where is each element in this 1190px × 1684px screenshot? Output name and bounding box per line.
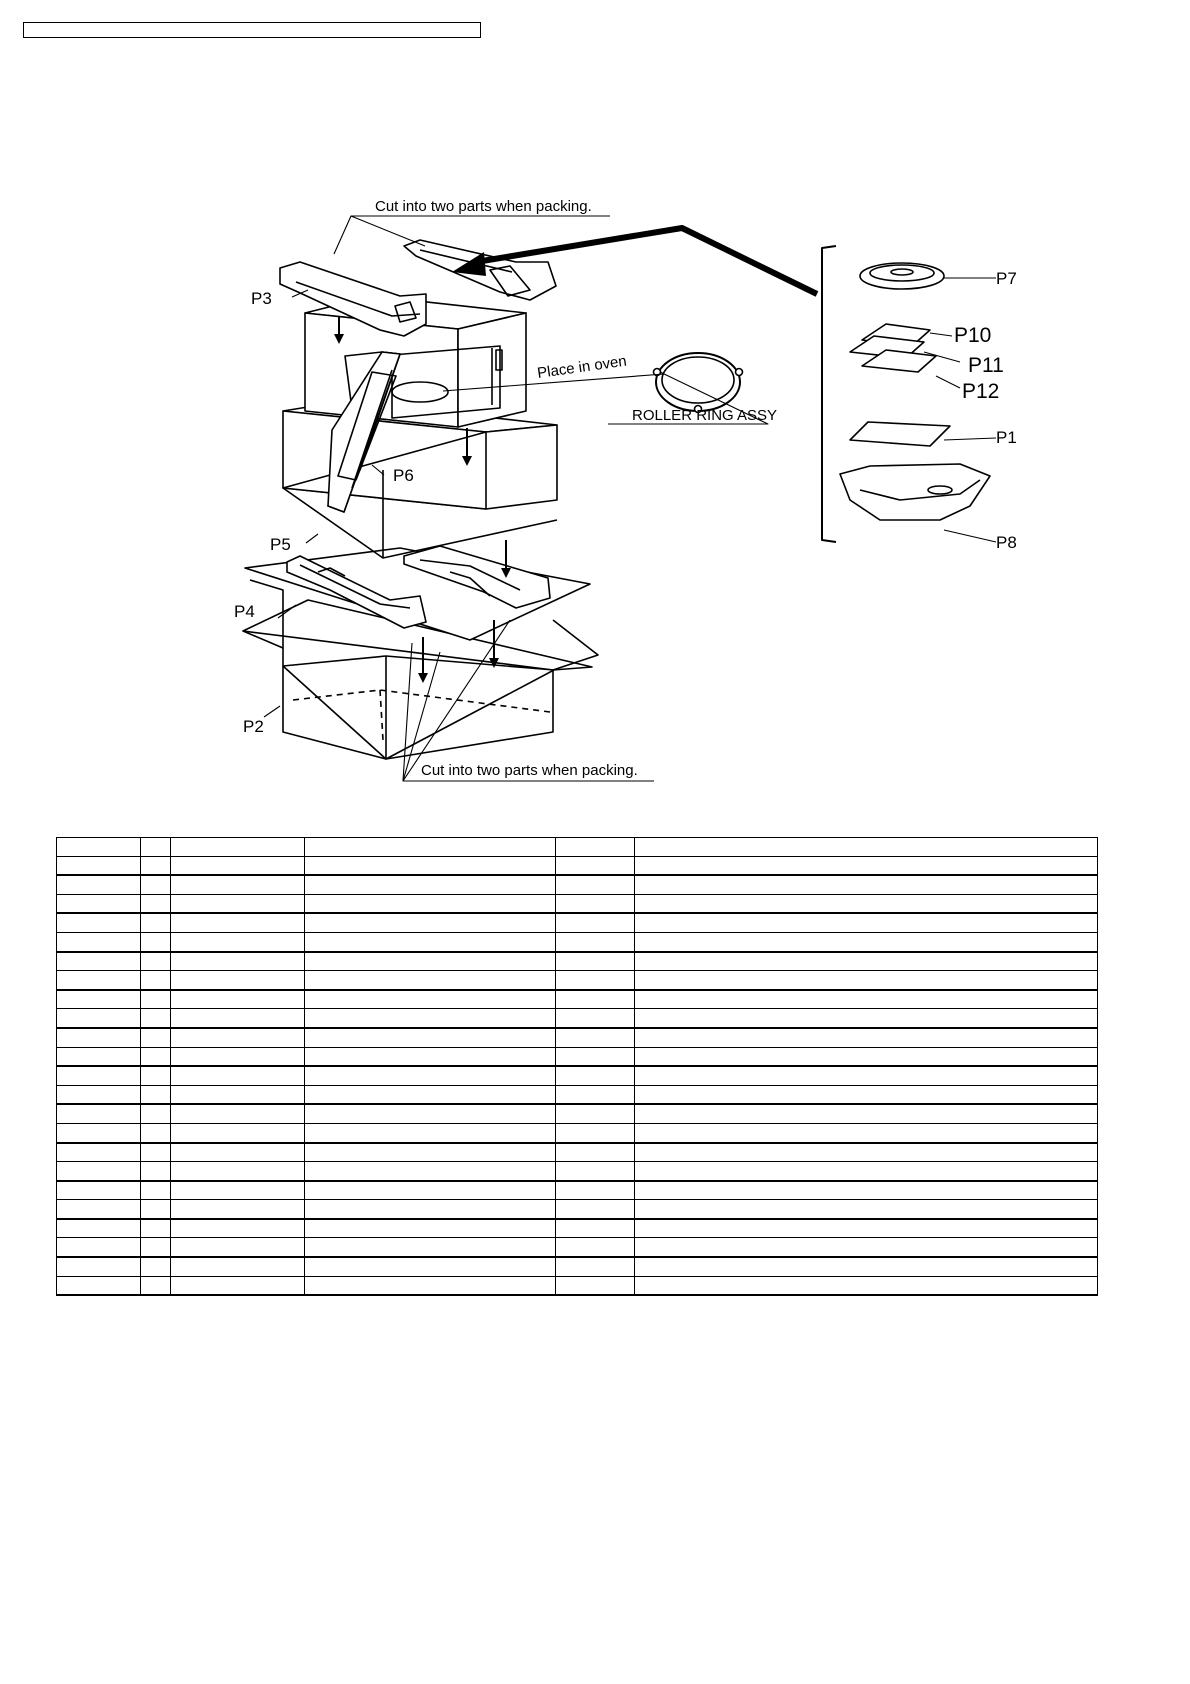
table-cell (305, 1276, 556, 1295)
table-cell (141, 990, 171, 1009)
table-cell (305, 913, 556, 932)
table-cell (635, 913, 1098, 932)
table-cell (305, 1181, 556, 1200)
table-cell (556, 1085, 635, 1104)
table-cell (141, 1219, 171, 1238)
callout-top: Cut into two parts when packing. (375, 198, 592, 215)
table-cell (556, 1257, 635, 1276)
table-cell (141, 1276, 171, 1295)
table-row (57, 1009, 1098, 1028)
table-cell (141, 952, 171, 971)
table-cell (57, 838, 141, 857)
table-cell (141, 1238, 171, 1257)
table-row (57, 1162, 1098, 1181)
table-cell (57, 971, 141, 990)
table-cell (635, 932, 1098, 951)
table-cell (171, 1200, 305, 1219)
table-row (57, 1028, 1098, 1047)
table-cell (141, 1162, 171, 1181)
table-cell (556, 952, 635, 971)
label-p11: P11 (968, 354, 1004, 377)
table-cell (635, 838, 1098, 857)
table-cell (57, 1219, 141, 1238)
table-cell (171, 838, 305, 857)
table-cell (171, 1219, 305, 1238)
table-row (57, 1104, 1098, 1123)
table-cell (305, 1162, 556, 1181)
table-cell (635, 1066, 1098, 1085)
table-cell (57, 1066, 141, 1085)
table-cell (171, 856, 305, 875)
table-cell (305, 875, 556, 894)
table-cell (57, 932, 141, 951)
table-cell (556, 1238, 635, 1257)
table-row (57, 1085, 1098, 1104)
callout-bottom: Cut into two parts when packing. (421, 762, 638, 779)
label-p1: P1 (996, 428, 1017, 447)
table-cell (556, 875, 635, 894)
table-cell (556, 1123, 635, 1142)
table-row (57, 1066, 1098, 1085)
table-cell (305, 1200, 556, 1219)
place-in-oven-label: Place in oven (536, 352, 628, 382)
label-p6: P6 (393, 466, 414, 485)
table-cell (305, 1104, 556, 1123)
table-cell (141, 913, 171, 932)
label-p4: P4 (234, 602, 255, 621)
table-cell (635, 1085, 1098, 1104)
label-p12: P12 (962, 380, 1000, 403)
table-cell (556, 856, 635, 875)
table-cell (556, 894, 635, 913)
manual-p1 (850, 422, 950, 446)
table-cell (171, 1238, 305, 1257)
label-p2: P2 (243, 717, 264, 736)
table-cell (171, 1276, 305, 1295)
turntable-p7 (860, 263, 944, 289)
table-cell (141, 1085, 171, 1104)
table-cell (171, 990, 305, 1009)
table-cell (57, 1143, 141, 1162)
table-cell (305, 1143, 556, 1162)
table-cell (305, 1219, 556, 1238)
table-cell (171, 1104, 305, 1123)
table-cell (635, 1276, 1098, 1295)
table-cell (171, 971, 305, 990)
table-cell (635, 1238, 1098, 1257)
table-cell (305, 1009, 556, 1028)
table-cell (141, 875, 171, 894)
table-cell (57, 1028, 141, 1047)
table-cell (305, 1257, 556, 1276)
table-cell (57, 913, 141, 932)
table-row (57, 952, 1098, 971)
table-cell (635, 894, 1098, 913)
table-cell (635, 875, 1098, 894)
table-row (57, 1200, 1098, 1219)
table-cell (57, 1181, 141, 1200)
table-cell (171, 1257, 305, 1276)
sleeve-p5 (283, 401, 557, 558)
roller-base-p8 (840, 464, 990, 520)
table-cell (141, 894, 171, 913)
table-cell (57, 1085, 141, 1104)
table-cell (556, 932, 635, 951)
table-cell (171, 1066, 305, 1085)
table-cell (57, 1123, 141, 1142)
label-p10: P10 (954, 324, 992, 347)
table-cell (141, 1200, 171, 1219)
table-cell (171, 1162, 305, 1181)
table-row (57, 875, 1098, 894)
table-row (57, 1276, 1098, 1295)
table-cell (556, 1143, 635, 1162)
roller-ring-label: ROLLER RING ASSY (632, 407, 778, 424)
table-cell (635, 1047, 1098, 1066)
table-cell (635, 971, 1098, 990)
table-row (57, 1238, 1098, 1257)
table-cell (635, 1162, 1098, 1181)
table-cell (635, 990, 1098, 1009)
table-cell (635, 1143, 1098, 1162)
table-cell (556, 1200, 635, 1219)
table-cell (141, 1009, 171, 1028)
table-row (57, 1257, 1098, 1276)
table-row (57, 856, 1098, 875)
table-cell (171, 1143, 305, 1162)
table-cell (141, 1123, 171, 1142)
table-cell (305, 1066, 556, 1085)
table-cell (141, 1066, 171, 1085)
table-cell (305, 932, 556, 951)
table-cell (57, 1276, 141, 1295)
paper-sheets (850, 324, 936, 372)
table-cell (305, 1028, 556, 1047)
table-cell (556, 1028, 635, 1047)
table-cell (141, 1257, 171, 1276)
table-row (57, 1219, 1098, 1238)
table-cell (57, 1200, 141, 1219)
label-p5: P5 (270, 535, 291, 554)
table-cell (305, 952, 556, 971)
table-cell (635, 1257, 1098, 1276)
table-cell (556, 1066, 635, 1085)
table-cell (171, 1028, 305, 1047)
table-cell (57, 875, 141, 894)
table-row (57, 932, 1098, 951)
table-cell (635, 1123, 1098, 1142)
table-cell (556, 1162, 635, 1181)
label-p7: P7 (996, 269, 1017, 288)
table-cell (305, 990, 556, 1009)
table-cell (556, 1009, 635, 1028)
table-row (57, 913, 1098, 932)
table-cell (171, 894, 305, 913)
parts-table (56, 837, 1098, 1296)
table-cell (305, 894, 556, 913)
table-cell (305, 971, 556, 990)
table-row (57, 1123, 1098, 1142)
table-cell (57, 1162, 141, 1181)
table-row (57, 1143, 1098, 1162)
table-cell (141, 932, 171, 951)
table-cell (57, 990, 141, 1009)
table-cell (57, 1104, 141, 1123)
table-cell (635, 1219, 1098, 1238)
table-row (57, 838, 1098, 857)
table-cell (57, 952, 141, 971)
table-cell (635, 856, 1098, 875)
table-cell (635, 1181, 1098, 1200)
table-cell (305, 1123, 556, 1142)
packing-diagram (0, 0, 1190, 800)
table-cell (635, 1200, 1098, 1219)
table-cell (305, 838, 556, 857)
table-cell (57, 1257, 141, 1276)
table-cell (57, 1238, 141, 1257)
table-row (57, 990, 1098, 1009)
table-cell (635, 1028, 1098, 1047)
table-cell (556, 838, 635, 857)
table-cell (141, 1047, 171, 1066)
table-cell (57, 1009, 141, 1028)
table-cell (141, 1143, 171, 1162)
table-cell (141, 856, 171, 875)
table-cell (171, 1047, 305, 1066)
table-cell (556, 1219, 635, 1238)
table-cell (635, 1104, 1098, 1123)
table-cell (141, 1028, 171, 1047)
table-cell (171, 932, 305, 951)
table-cell (556, 1181, 635, 1200)
table-cell (141, 971, 171, 990)
table-cell (171, 1181, 305, 1200)
table-cell (305, 1238, 556, 1257)
table-cell (171, 1009, 305, 1028)
table-row (57, 894, 1098, 913)
table-cell (305, 1047, 556, 1066)
table-row (57, 1181, 1098, 1200)
table-cell (171, 1123, 305, 1142)
table-cell (141, 838, 171, 857)
table-cell (141, 1181, 171, 1200)
table-cell (556, 1047, 635, 1066)
table-cell (556, 990, 635, 1009)
table-cell (635, 952, 1098, 971)
table-cell (171, 913, 305, 932)
table-cell (556, 1104, 635, 1123)
table-cell (305, 856, 556, 875)
table-row (57, 971, 1098, 990)
table-cell (556, 1276, 635, 1295)
label-p8: P8 (996, 533, 1017, 552)
table-cell (141, 1104, 171, 1123)
table-cell (57, 894, 141, 913)
table-cell (305, 1085, 556, 1104)
table-cell (57, 856, 141, 875)
table-cell (556, 971, 635, 990)
table-cell (171, 952, 305, 971)
table-cell (635, 1009, 1098, 1028)
table-cell (171, 1085, 305, 1104)
table-cell (57, 1047, 141, 1066)
roller-ring-assy (654, 353, 743, 413)
label-p3: P3 (251, 289, 272, 308)
table-row (57, 1047, 1098, 1066)
table-cell (556, 913, 635, 932)
table-cell (171, 875, 305, 894)
